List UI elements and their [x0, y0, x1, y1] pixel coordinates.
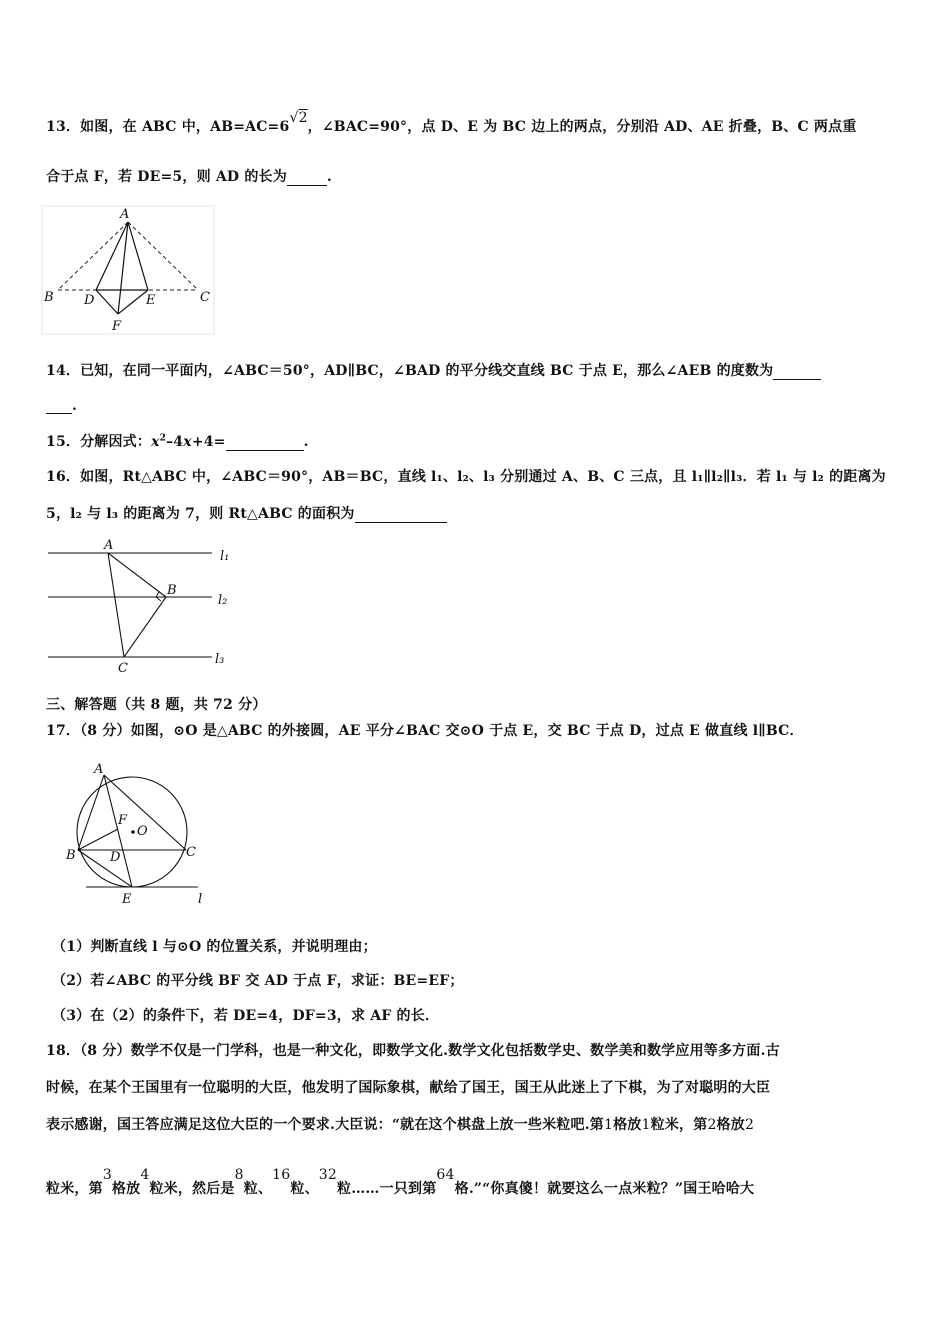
number-4: 4: [140, 1167, 150, 1183]
number-1: 1: [604, 1117, 614, 1133]
q17-sub3-text: （3）在（2）的条件下，若 DE=4，DF=3，求 AF 的长．: [52, 1008, 440, 1024]
q17-sub3: [52, 1005, 439, 1025]
q16-text-a: 16．如图，Rt△ABC 中，∠ABC＝90°，AB＝BC，直线 l₁、l₂、l₃ 分别通过 A、B、C 三点，且 l₁∥l₂∥l₃．若 l₁ 与 l₂ 的距离为: [46, 469, 886, 485]
q13-end: .: [326, 169, 332, 185]
q18-text-4g: 格.”“你真傻！就要这么一点米粒？”国王哈哈大: [454, 1181, 755, 1197]
q15-mid: –4: [166, 434, 184, 450]
q17-sub2-text: （2）若∠ABC 的平分线 BF 交 AD 于点 F，求证：BE=EF；: [52, 973, 464, 989]
q14-end: .: [72, 398, 78, 414]
q18-text-2: 时候，在某个王国里有一位聪明的大臣，他发明了国际象棋，献给了国王，国王从此迷上了下棋，为了对聪明的大臣: [46, 1080, 771, 1096]
label-C: C: [186, 845, 196, 860]
q17-sub1: [52, 936, 377, 956]
q16-line2: [46, 503, 447, 523]
q13-line1: [46, 110, 857, 136]
q18-line4: [46, 1167, 755, 1198]
q13-text-c: 合于点 F，若 DE=5，则 AD 的长为: [46, 169, 287, 185]
label-l2: l₂: [218, 593, 228, 608]
edge-EF: [118, 290, 148, 314]
sqrt-symbol: √2: [289, 110, 308, 126]
q16-text-b: 5，l₂ 与 l₃ 的距离为 7，则 Rt△ABC 的面积为: [46, 506, 355, 522]
q18-text-4e: 粒、: [290, 1181, 319, 1197]
var-x: x: [183, 434, 192, 450]
q18-text-4b: 格放: [111, 1181, 141, 1197]
number-2: 2: [707, 1117, 717, 1133]
q17-text: 17．（8 分）如图，⊙O 是△ABC 的外接圆，AE 平分∠BAC 交⊙O 于点 E，交 BC 于点 D，过点 E 做直线 l∥BC．: [46, 723, 804, 739]
q13-line2: [46, 166, 332, 186]
q13-text-b: ，∠BAC=90°，点 D、E 为 BC 边上的两点，分别沿 AD、AE 折叠，B、C 两点重: [307, 119, 857, 135]
label-C: C: [118, 661, 128, 676]
label-B: B: [167, 583, 177, 598]
edge-AD: [96, 222, 128, 290]
q18-text-3d: 格放: [716, 1117, 745, 1133]
q18-text-4c: 粒米，然后是: [149, 1181, 235, 1197]
q18-line1: [46, 1040, 780, 1060]
q18-text-3c: 粒米，第: [650, 1117, 708, 1133]
q15-tail: +4=: [191, 434, 226, 450]
number-32: 32: [318, 1167, 337, 1183]
label-F: F: [118, 813, 128, 828]
q17-line1: [46, 720, 804, 740]
q18-text-1: 18．（8 分）数学不仅是一门学科，也是一种文化，即数学文化.数学文化包括数学史、数学美和数学应用等多方面.古: [46, 1043, 780, 1059]
q15-end: .: [303, 434, 309, 450]
label-B: B: [66, 848, 76, 863]
q15-line: [46, 431, 309, 451]
number-64: 64: [436, 1167, 455, 1183]
answer-blank: [46, 399, 72, 414]
q13-figure: [40, 204, 216, 336]
number-3: 3: [102, 1167, 112, 1183]
q18-text-4d: 粒、: [243, 1181, 273, 1197]
sqrt-radicand: 2: [298, 110, 308, 126]
q14-line2: [46, 398, 77, 414]
edge-AB: [58, 222, 128, 290]
answer-blank: [773, 365, 821, 380]
q18-text-3b: 格放: [613, 1117, 642, 1133]
label-A: A: [104, 538, 114, 553]
q17-figure: [60, 762, 220, 908]
label-D: D: [84, 293, 95, 308]
exponent: 2: [159, 433, 167, 444]
q14-line1: [46, 360, 821, 380]
answer-blank: [355, 508, 447, 523]
label-F: F: [112, 319, 122, 334]
q17-sub2: [52, 970, 464, 990]
number-1b: 1: [641, 1117, 651, 1133]
q18-line3: [46, 1114, 754, 1134]
label-l: l: [198, 892, 203, 907]
answer-blank: [287, 171, 327, 186]
number-8: 8: [234, 1167, 244, 1183]
label-A: A: [120, 207, 130, 222]
section-title-text: 三、解答题（共 8 题，共 72 分）: [46, 697, 267, 713]
edge-AF: [118, 222, 128, 314]
var-x: x: [151, 434, 160, 450]
edge-DF: [96, 290, 118, 314]
label-C: C: [200, 290, 210, 305]
edge-BC: [124, 597, 166, 657]
q18-text-3a: 表示感谢，国王答应满足这位大臣的一个要求.大臣说：“就在这个棋盘上放一些米粒吧.第: [46, 1117, 604, 1133]
q18-text-4f: 粒……一只到第: [337, 1181, 437, 1197]
q16-line1: [46, 466, 886, 486]
label-A: A: [94, 762, 104, 777]
label-O: O: [137, 824, 148, 839]
answer-blank: [226, 436, 304, 451]
edge-AB: [108, 553, 166, 597]
number-16: 16: [272, 1167, 291, 1183]
label-l1: l₁: [220, 549, 230, 564]
q15-prefix: 15．分解因式：: [46, 434, 152, 450]
q18-line2: [46, 1077, 770, 1097]
section-title: [46, 694, 267, 714]
q13-text-a: 13．如图，在 ABC 中，AB=AC=6: [46, 119, 290, 135]
label-l3: l₃: [215, 652, 225, 667]
q16-figure: [40, 536, 240, 678]
edge-AC: [108, 553, 124, 657]
label-D: D: [110, 850, 121, 865]
q17-sub1-text: （1）判断直线 l 与⊙O 的位置关系，并说明理由；: [52, 939, 377, 955]
label-E: E: [146, 293, 156, 308]
label-B: B: [44, 290, 54, 305]
label-E: E: [122, 892, 132, 907]
point-O: [131, 830, 135, 834]
number-2b: 2: [744, 1117, 755, 1133]
q18-text-4a: 粒米，第: [46, 1181, 103, 1197]
q14-text: 14．已知，在同一平面内，∠ABC＝50°，AD∥BC，∠BAD 的平分线交直线 BC 于点 E，那么∠AEB 的度数为: [46, 363, 774, 379]
